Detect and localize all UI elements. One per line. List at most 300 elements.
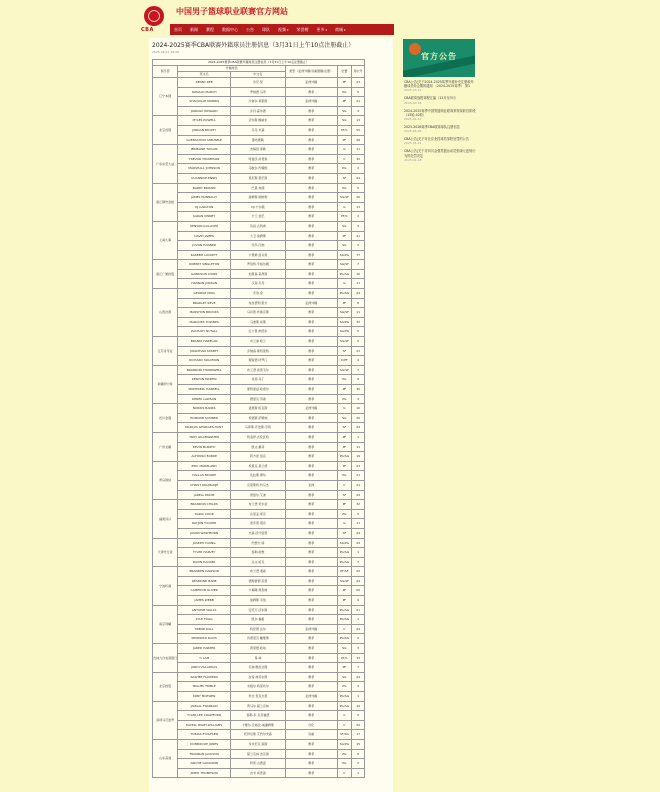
position-cell: C <box>337 768 352 778</box>
team-cell: 青岛国信 <box>153 461 178 499</box>
type-cell: 赛季 <box>285 269 337 279</box>
cn-name-cell: 凯文·墨菲 <box>231 442 286 452</box>
news-date: 2025-01-21 <box>404 141 422 146</box>
table-row <box>153 394 365 404</box>
number-cell: 7 <box>352 557 365 567</box>
table-row <box>153 634 365 644</box>
number-cell: 3 <box>352 106 365 116</box>
type-cell: 赛季 <box>285 663 337 673</box>
en-name-cell: MARQUES TOWNES <box>178 317 231 327</box>
table-row <box>153 279 365 289</box>
news-item[interactable] <box>404 125 476 133</box>
en-name-cell: JONATHAN STREET <box>178 346 231 356</box>
type-cell: 赛季 <box>285 672 337 682</box>
table-row <box>153 749 365 759</box>
number-cell: 33 <box>352 653 365 663</box>
table-row <box>153 490 365 500</box>
position-cell: PG/SG <box>337 692 352 702</box>
news-date: 2025-01-18 <box>404 157 422 162</box>
nav-item-label: 更多 <box>316 26 325 32</box>
table-row <box>153 202 365 212</box>
en-name-cell: CHRIST KOUMADJE <box>178 480 231 490</box>
header-cn-name: 中文名 <box>231 72 286 78</box>
type-cell: 赛季 <box>285 327 337 337</box>
number-cell: 11 <box>352 519 365 529</box>
en-name-cell: TYLER HARVEY <box>178 548 231 558</box>
table-row <box>153 212 365 222</box>
position-cell: PG <box>337 183 352 193</box>
type-cell: 赛季 <box>285 385 337 395</box>
cn-name-cell: 泰勒·李·克劳福德 <box>231 711 286 721</box>
nav-item-label: 荣誉榜 <box>296 27 309 32</box>
table-row <box>153 289 365 299</box>
banner-title: 官方公告 <box>421 52 457 61</box>
cn-name-cell: 富兰克林·杰克逊 <box>231 749 286 759</box>
cn-name-cell: 布兰登·索恩韦尔 <box>231 365 286 375</box>
position-cell: PF <box>337 385 352 395</box>
type-cell: 赛季 <box>285 548 337 558</box>
type-cell: 赛季 <box>285 116 337 126</box>
type-cell: 赛季 <box>285 739 337 749</box>
news-title[interactable]: CBA联赛战报赛程汇编（12月至3月） <box>404 96 459 101</box>
table-row <box>153 250 365 260</box>
en-name-cell: CAMERON OLIVER <box>178 586 231 596</box>
en-name-cell: DALLAS MOORE <box>178 471 231 481</box>
cn-name-cell: 吉米·汤普森 <box>231 768 286 778</box>
position-cell: SG/SF <box>337 365 352 375</box>
cn-name-cell: 雷乔恩·塔克 <box>231 519 286 529</box>
nav-item-label: 视频 <box>278 26 286 32</box>
position-cell: SG <box>337 221 352 231</box>
number-cell: 24 <box>352 173 365 183</box>
news-title[interactable]: 2024-2025赛季中国男篮职业联赛常规赛收官阶段（15轮-42轮） <box>404 108 476 117</box>
position-cell: SG <box>337 672 352 682</box>
table-row <box>153 605 365 615</box>
type-cell: 赛季 <box>285 711 337 721</box>
nav-item[interactable] <box>170 24 186 35</box>
table-row <box>153 346 365 356</box>
team-cell: 福建浔兴 <box>153 500 178 538</box>
table-row <box>153 615 365 625</box>
number-cell: 21 <box>352 97 365 107</box>
cn-name-cell: 多米尼克·琼斯 <box>231 739 286 749</box>
type-cell: 赛季 <box>285 337 337 347</box>
number-cell: 24 <box>352 576 365 586</box>
nav-item[interactable] <box>202 24 218 35</box>
number-cell: 11 <box>352 145 365 155</box>
nav-item-label: 新闻 <box>190 27 198 32</box>
type-cell: 赛季 <box>285 289 337 299</box>
cn-name-cell: 凯尔·福格 <box>231 615 286 625</box>
position-cell: SG/SF <box>337 576 352 586</box>
type-cell: 亚洲 <box>285 480 337 490</box>
en-name-cell: KENYON MARTIN <box>178 375 231 385</box>
position-cell: SG/SF <box>337 193 352 203</box>
position-cell: PF <box>337 461 352 471</box>
en-name-cell: BRANDON CHILDS <box>178 500 231 510</box>
official-announcement-banner[interactable] <box>403 39 475 77</box>
cn-name-cell: 肯德里克·戴维斯 <box>231 634 286 644</box>
type-cell: 赛季 <box>285 375 337 385</box>
cn-name-cell: 拉希·弗劳尔斯 <box>231 672 286 682</box>
position-cell: SG/PG <box>337 317 352 327</box>
news-title[interactable]: CBA公告|关于对四川金强男篮运动员张晓元违规行为的处罚决定 <box>404 149 476 158</box>
en-name-cell: TOBIAS EYOLFSEN <box>178 730 231 740</box>
news-title[interactable]: CBA公告|关于对北京北控球员邹阳处罚的公告 <box>404 137 470 142</box>
en-name-cell: JOVON HANNER <box>178 241 231 251</box>
table-row <box>153 701 365 711</box>
type-cell: 赛季 <box>285 586 337 596</box>
table-row <box>153 692 365 702</box>
en-name-cell: JAMES WEBB <box>178 596 231 606</box>
en-name-cell: MONTREZL HARRELL <box>178 385 231 395</box>
cn-name-cell: 马库斯·乔治斯-亨特 <box>231 423 286 433</box>
cn-name-cell: 乔丹·米基 <box>231 125 286 135</box>
number-cell: 7 <box>352 663 365 673</box>
en-name-cell: HANNAN JORDAN <box>178 279 231 289</box>
type-cell: 赛季 <box>285 279 337 289</box>
type-cell: 赛季 <box>285 346 337 356</box>
type-cell: 赛季 <box>285 221 337 231</box>
en-name-cell: KAREEM LOCKETT <box>178 250 231 260</box>
type-cell: 亚洲外籍 <box>285 78 337 88</box>
type-cell: 赛季 <box>285 519 337 529</box>
position-cell: SF/SG <box>337 730 352 740</box>
position-cell: PG <box>337 375 352 385</box>
en-name-cell: ALFONSO BURKE <box>178 452 231 462</box>
news-item[interactable] <box>404 96 476 104</box>
en-name-cell: DESMOND BANE <box>178 576 231 586</box>
cn-name-cell: 德里克·劳森 <box>231 394 286 404</box>
team-cell: 广州龙狮 <box>153 432 178 461</box>
en-name-cell: JORDAN MICKEY <box>178 125 231 135</box>
position-cell: PG/SG <box>337 605 352 615</box>
en-name-cell: KARAN KINNEY <box>178 212 231 222</box>
position-cell: SG/PG <box>337 538 352 548</box>
en-name-cell: TREND DALL <box>178 624 231 634</box>
cn-name-cell: 特雷沃·汤普森 <box>231 154 286 164</box>
position-cell: PF <box>337 586 352 596</box>
number-cell: 77 <box>352 250 365 260</box>
type-cell: 赛季 <box>285 490 337 500</box>
en-name-cell: JIMMY THOMPSON <box>178 768 231 778</box>
number-cell: 55 <box>352 125 365 135</box>
news-date: 2025-01-10 <box>404 117 422 122</box>
position-cell: PF/C <box>337 653 352 663</box>
table-row <box>153 337 365 347</box>
header-number: 球衣号 <box>352 66 365 78</box>
en-name-cell: BRANDON THORNWELL <box>178 365 231 375</box>
en-name-cell: TROY GILLENWATER <box>178 432 231 442</box>
en-name-cell: TYLER LEE CRAWFORD <box>178 711 231 721</box>
number-cell: 19 <box>352 701 365 711</box>
nav-item-label: 商城 <box>335 26 344 32</box>
type-cell: 亚洲外籍 <box>285 97 337 107</box>
cn-name-cell: 詹姆斯·韦伯 <box>231 596 286 606</box>
en-name-cell: JOSEPH YOUNG <box>178 538 231 548</box>
position-cell: SG/PG <box>337 250 352 260</box>
number-cell: 0 <box>352 634 365 644</box>
number-cell: 5 <box>352 327 365 337</box>
en-name-cell: GEORGE KING <box>178 289 231 299</box>
en-name-cell: JAMES NUNNALLY <box>178 193 231 203</box>
number-cell: 13 <box>352 202 365 212</box>
type-cell: 赛季 <box>285 749 337 759</box>
header-type: 类型（亚洲外籍/双重国籍/注册） <box>285 66 337 78</box>
nav-item[interactable] <box>313 24 332 36</box>
news-item[interactable] <box>404 109 476 121</box>
nav-item[interactable] <box>242 24 258 35</box>
number-cell: 20 <box>352 413 365 423</box>
number-cell: 5 <box>352 337 365 347</box>
position-cell: G <box>337 404 352 414</box>
type-cell: 赛季 <box>285 452 337 462</box>
cn-name-cell: 马肖恩·布鲁克斯 <box>231 308 286 318</box>
cn-name-cell: 诺里斯·班克斯 <box>231 404 286 414</box>
number-cell: 19 <box>352 452 365 462</box>
cn-name-cell: 特伦德·达尔 <box>231 624 286 634</box>
position-cell: PG <box>337 682 352 692</box>
table-row <box>153 116 365 126</box>
nav-item[interactable] <box>258 24 274 35</box>
position-cell: SG <box>337 116 352 126</box>
type-cell: 赛季 <box>285 317 337 327</box>
type-cell: 赛季 <box>285 538 337 548</box>
position-cell: PG <box>337 759 352 769</box>
position-cell: SG <box>337 241 352 251</box>
type-cell: 赛季 <box>285 135 337 145</box>
number-cell: 2 <box>352 759 365 769</box>
table-row <box>153 471 365 481</box>
cn-name-cell: 罗伯特·辛格尔顿 <box>231 260 286 270</box>
cn-name-cell: 泰勒·哈维 <box>231 548 286 558</box>
cn-name-cell: 阿方索·伯克 <box>231 452 286 462</box>
position-cell: PG/SG <box>337 701 352 711</box>
table-row <box>153 672 365 682</box>
position-cell: SF <box>337 490 352 500</box>
en-name-cell: JARELL EDDIE <box>178 490 231 500</box>
number-cell: 20 <box>352 193 365 203</box>
number-cell: 1 <box>352 768 365 778</box>
en-name-cell: JERMAINE TAYLOR <box>178 145 231 155</box>
table-row <box>153 356 365 366</box>
number-cell: 22 <box>352 720 365 730</box>
number-cell: 4 <box>352 356 365 366</box>
en-name-cell: GARRISON LYONS <box>178 269 231 279</box>
table-row <box>153 730 365 740</box>
en-name-cell: YI LAM <box>178 653 231 663</box>
cn-name-cell: 汉南·乔丹 <box>231 279 286 289</box>
news-item[interactable] <box>404 149 476 161</box>
type-cell: 亚洲外籍 <box>285 692 337 702</box>
nav-item[interactable] <box>218 24 242 35</box>
type-cell: 赛季 <box>285 394 337 404</box>
number-cell: 21 <box>352 480 365 490</box>
en-name-cell: RAYJON TUCKER <box>178 519 231 529</box>
number-cell: 7 <box>352 365 365 375</box>
table-row <box>153 624 365 634</box>
nav-item[interactable] <box>186 24 202 35</box>
type-cell: 赛季 <box>285 432 337 442</box>
number-cell: 28 <box>352 135 365 145</box>
table-row <box>153 442 365 452</box>
type-cell: 亚洲外籍 <box>285 624 337 634</box>
cn-name-cell: 安托万·沃尔斯 <box>231 605 286 615</box>
cn-name-cell: 贾雷尔·艾迪 <box>231 490 286 500</box>
number-cell: 32 <box>352 154 365 164</box>
en-name-cell: JORDI VILLARDAS <box>178 663 231 673</box>
cba-logo[interactable] <box>144 6 164 26</box>
position-cell: PF <box>337 78 352 88</box>
number-cell: 41 <box>352 231 365 241</box>
number-cell: 24 <box>352 423 365 433</box>
number-cell: 21 <box>352 471 365 481</box>
type-cell: 亚洲外籍 <box>285 404 337 414</box>
table-row <box>153 663 365 673</box>
table-row <box>153 739 365 749</box>
en-name-cell: DAVIN HACKER <box>178 557 231 567</box>
table-row <box>153 423 365 433</box>
table-row <box>153 145 365 155</box>
position-cell: SG <box>337 413 352 423</box>
team-cell: 江苏肯帝亚 <box>153 337 178 366</box>
news-item[interactable] <box>404 137 476 145</box>
position-cell: PG/SG <box>337 452 352 462</box>
table-row <box>153 653 365 663</box>
en-name-cell: DAVID JAMES <box>178 231 231 241</box>
table-row <box>153 404 365 414</box>
position-cell: PG/SG <box>337 269 352 279</box>
position-cell: SF <box>337 423 352 433</box>
news-item[interactable] <box>404 80 476 92</box>
table-row <box>153 106 365 116</box>
nav-item-label: 首页 <box>174 27 182 32</box>
number-cell: 24 <box>352 672 365 682</box>
number-cell: 1 <box>352 615 365 625</box>
type-cell: 赛季 <box>285 231 337 241</box>
type-cell: 赛季 <box>285 557 337 567</box>
type-cell: 赛季 <box>285 356 337 366</box>
team-cell: 四川金强 <box>153 404 178 433</box>
cn-name-cell: 约瑟夫·杨 <box>231 538 286 548</box>
table-row <box>153 327 365 337</box>
cn-name-cell: 布拉德利·里夫 <box>231 298 286 308</box>
type-cell: 赛季 <box>285 106 337 116</box>
cn-name-cell: 托拜厄斯·艾约尔夫森 <box>231 730 286 740</box>
site-title: 中国男子篮球职业联赛官方网站 <box>176 7 288 16</box>
en-name-cell: QUANNICE ENNIS <box>178 173 231 183</box>
en-name-cell: JAMAAL FRANKLIN <box>178 701 231 711</box>
type-cell: 赛季 <box>285 768 337 778</box>
table-row <box>153 461 365 471</box>
position-cell: SG/PG <box>337 739 352 749</box>
position-cell: SG <box>337 644 352 654</box>
position-cell: C/PF <box>337 356 352 366</box>
news-title[interactable]: CBA公告|关于2024-2025赛季外援补充注册和外籍球员转会期的通知 （2024-2025赛季） 第1 <box>404 80 474 89</box>
table-row <box>153 269 365 279</box>
number-cell: 1 <box>352 692 365 702</box>
number-cell: 21 <box>352 605 365 615</box>
number-cell: 00 <box>352 586 365 596</box>
en-name-cell: BRANDEN DAWSON <box>178 567 231 577</box>
table-row <box>153 576 365 586</box>
type-cell: 赛季 <box>285 615 337 625</box>
table-row <box>153 480 365 490</box>
en-name-cell: DJ CARLTON <box>178 202 231 212</box>
position-cell: PF/C <box>337 212 352 222</box>
position-cell: PG <box>337 394 352 404</box>
header-player-group: 外籍球员 <box>178 66 286 72</box>
number-cell: 8 <box>352 298 365 308</box>
table-row <box>153 452 365 462</box>
en-name-cell: DOMINIQUE JONES <box>178 739 231 749</box>
en-name-cell: RONALD MARCH <box>178 87 231 97</box>
cn-name-cell: 阿奇·古德温 <box>231 759 286 769</box>
type-cell: 赛季 <box>285 634 337 644</box>
en-name-cell: KENNY REE <box>178 78 231 88</box>
en-name-cell: KEVIN MURPHY <box>178 442 231 452</box>
en-name-cell: MIGUEL TRIBLE <box>178 682 231 692</box>
cn-name-cell: 科比·麦克尤恩 <box>231 692 286 702</box>
type-cell: 赛季 <box>285 202 337 212</box>
article-title: 2024-2025赛季CBA联赛外籍球员注册信息（3月31日上午10点注册截止） <box>152 42 355 49</box>
number-cell: 35 <box>352 385 365 395</box>
position-cell: SF <box>337 173 352 183</box>
type-cell: 赛季 <box>285 653 337 663</box>
position-cell: PG/SG <box>337 557 352 567</box>
number-cell: 10 <box>352 269 365 279</box>
table-row <box>153 557 365 567</box>
team-cell: 山东高速 <box>153 739 178 777</box>
cn-name-cell: 埃德蒙·萨姆纳 <box>231 413 286 423</box>
nav-item[interactable] <box>274 24 293 36</box>
type-cell: 赛季 <box>285 461 337 471</box>
table-row <box>153 413 365 423</box>
en-name-cell: MARCUS GEORGES-HUNT <box>178 423 231 433</box>
en-name-cell: MARSHALL JOHNSON <box>178 164 231 174</box>
table-row <box>153 720 365 730</box>
cn-name-cell: DJ·卡尔顿 <box>231 202 286 212</box>
cn-name-cell: 卡梅隆·奥利弗 <box>231 586 286 596</box>
team-cell: 南京同曦 <box>153 605 178 643</box>
cn-name-cell: 乔治·金 <box>231 289 286 299</box>
number-cell: 23 <box>352 461 365 471</box>
news-title[interactable]: 2025-2026赛季CBA联赛球队注册信息 <box>404 125 460 130</box>
team-cell: 天津先行者 <box>153 538 178 567</box>
number-cell: 0 <box>352 711 365 721</box>
cn-name-cell: 理查德·所罗门 <box>231 356 286 366</box>
type-cell: 赛季 <box>285 250 337 260</box>
type-cell: 亚洲外籍 <box>285 298 337 308</box>
table-row <box>153 125 365 135</box>
nav-item[interactable] <box>293 24 313 35</box>
team-cell: 浙江稠州金租 <box>153 183 178 221</box>
position-cell: PG/SG <box>337 289 352 299</box>
number-cell: 5 <box>352 509 365 519</box>
team-cell: 广东东莞大益 <box>153 145 178 183</box>
number-cell: 24 <box>352 289 365 299</box>
chevron-down-icon: ▾ <box>344 27 346 32</box>
number-cell: 9 <box>352 375 365 385</box>
position-cell: PF <box>337 500 352 510</box>
nav-item[interactable] <box>331 24 350 36</box>
number-cell: 7 <box>352 260 365 270</box>
type-cell: 赛季 <box>285 471 337 481</box>
type-cell: 赛季 <box>285 442 337 452</box>
type-cell: 赛季 <box>285 605 337 615</box>
en-name-cell: ZACHARY NUTALL <box>178 327 231 337</box>
table-row <box>153 317 365 327</box>
